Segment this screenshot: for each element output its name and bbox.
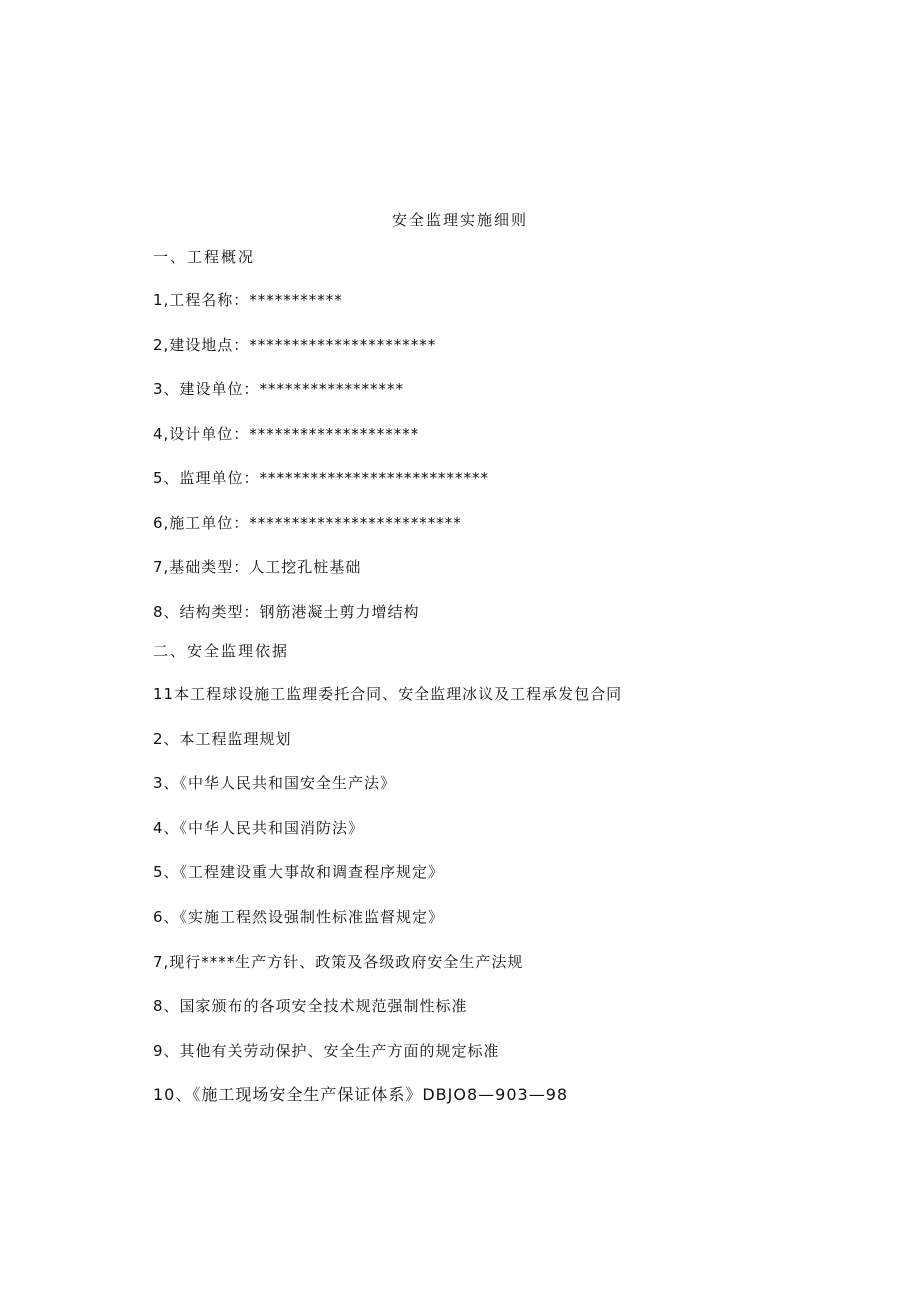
- owner-unit-line: 3、建设单位：*****************: [153, 380, 405, 398]
- structure-type-line: 8、结构类型：钢筋港凝土剪力增结构: [153, 603, 420, 621]
- design-unit-line: 4,设计单位：********************: [153, 425, 420, 443]
- basis-item-2: 2、本工程监理规划: [153, 730, 292, 748]
- basis-item-4: 4、《中华人民共和国消防法》: [153, 819, 365, 837]
- basis-item-3: 3、《中华人民共和国安全生产法》: [153, 774, 397, 792]
- document-title: 安全监理实施细则: [391, 211, 528, 229]
- project-name-line: 1,工程名称：***********: [153, 291, 343, 309]
- supervision-unit-line: 5、监理单位：***************************: [153, 469, 490, 487]
- foundation-type-line: 7,基础类型：人工挖孔桩基础: [153, 558, 362, 576]
- basis-item-6: 6、《实施工程然设强制性标准监督规定》: [153, 908, 445, 926]
- construction-site-line: 2,建设地点：**********************: [153, 336, 437, 354]
- construction-unit-line: 6,施工单位：*************************: [153, 514, 462, 532]
- basis-item-1: 11本工程球设施工监理委托合同、安全监理冰议及工程承发包合同: [153, 685, 623, 703]
- section-heading-supervision-basis: 二、安全监理依据: [153, 642, 290, 660]
- basis-item-5: 5、《工程建设重大事故和调查程序规定》: [153, 863, 445, 881]
- basis-item-9: 9、其他有关劳动保护、安全生产方面的规定标准: [153, 1042, 500, 1060]
- basis-item-8: 8、国家颁布的各项安全技术规范强制性标准: [153, 997, 468, 1015]
- section-heading-project-overview: 一、工程概况: [153, 248, 256, 266]
- basis-item-7: 7,现行****生产方针、政策及各级政府安全生产法规: [153, 953, 524, 971]
- basis-item-10: 10、《施工现场安全生产保证体系》DBJO8—903—98: [153, 1085, 569, 1104]
